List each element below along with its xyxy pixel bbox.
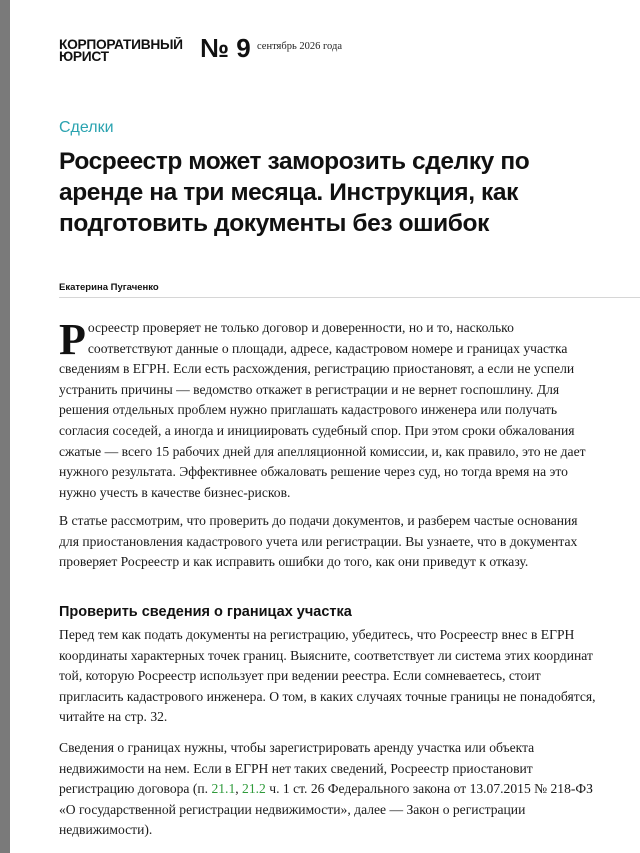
paragraph-text-end: ч. 1 ст. 26 Федерального закона от 13.07.2015 № 218-ФЗ «О государственной регистрации недвижимости», далее — Закон о регистрации недвижимости). [59, 781, 593, 838]
lead-paragraph [59, 315, 599, 503]
section-paragraph-2 [59, 738, 599, 841]
law-link-21-2[interactable]: 21.2 [242, 781, 266, 797]
logo-line-1: КОРПОРАТИВНЫЙ [59, 37, 183, 52]
issue-date: сентябрь 2026 года [257, 41, 342, 52]
article-author: Екатерина Пугаченко [59, 282, 159, 293]
link-separator: , [235, 781, 243, 797]
drop-cap: Р [59, 315, 86, 364]
logo-line-2: ЮРИСТ [59, 49, 109, 64]
section-heading: Проверить сведения о границах участка [59, 604, 352, 620]
paragraph-text: Сведения о границах нужны, чтобы зарегистрировать аренду участка или объекта недвижимости на нем. Если в ЕГРН нет таких сведений, Росреестр приостановит регистрацию договора (п. [59, 740, 535, 797]
issue-number: № 9 [200, 33, 251, 63]
lead-paragraph-text: осреестр проверяет не только договор и доверенности, но и то, насколько соответствуют данные о площади, адресе, кадастровом номере и границах участка сведениям в ЕГРН. Если есть расхождения, регистрацию приостановят, а если не успели устранить причины — ведомство откажет в регистрации и не вернет госпошлину. Для решения отдельных проблем нужно приглашать кадастрового инженера или получать согласия соседей, а иногда и инициировать судебный спор. При этом сроки обжалования сжатые — всего 15 рабочих дней для апелляционной комиссии, и, как правило, это не дает нужного результата. Эффективнее обжаловать решение через суд, но тогда время на это нужно учесть в качестве бизнес-рисков. [59, 320, 586, 500]
magazine-logo [59, 39, 183, 63]
section-paragraph-1: Перед тем как подать документы на регистрацию, убедитесь, что Росреестр внес в ЕГРН координаты характерных точек границ. Выясните, соответствует ли система этих координат той, которую Росреестр использует при ведении реестра. Если сомневаетесь, стоит пригласить кадастрового инженера. О том, в каких случаях точные границы не понадобятся, читайте на стр. 32. [59, 627, 596, 725]
article-rubric[interactable]: Сделки [59, 119, 114, 136]
left-margin-bar [0, 0, 10, 853]
intro-paragraph: В статье рассмотрим, что проверить до подачи документов, и разберем частые основания для приостановления кадастрового учета или регистрации. Вы узнаете, что в документах проверяет Росреестр и как исправить ошибки до того, как они приведут к отказу. [59, 513, 578, 570]
article-title: Росреестр может заморозить сделку по аренде на три месяца. Инструкция, как подготовить документы без ошибок [59, 148, 530, 237]
author-divider [59, 297, 640, 298]
law-link-21-1[interactable]: 21.1 [211, 781, 236, 797]
